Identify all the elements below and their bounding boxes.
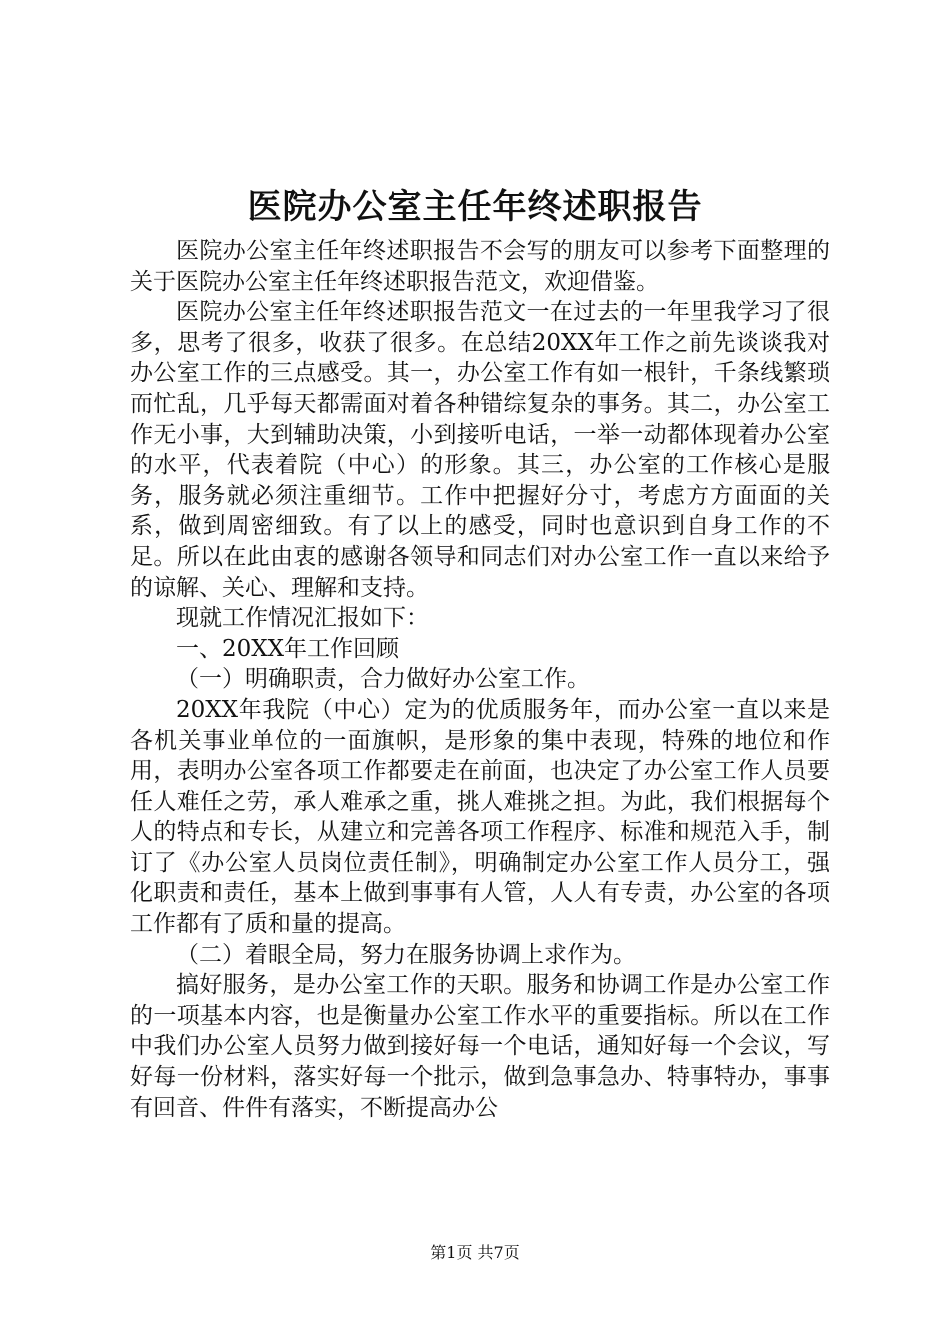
body-paragraph: 搞好服务，是办公室工作的天职。服务和协调工作是办公室工作的一项基本内容，也是衡量办公室工作水平的重要指标。所以在工作中我们办公室人员努力做到接好每一个电话，通知好每一个会议，写好每一份材料，落实好每一个批示，做到急事急办、特事特办，事事有回音、件件有落实，不断提高办公 bbox=[130, 972, 830, 1121]
body-paragraph: 医院办公室主任年终述职报告范文一在过去的一年里我学习了很多，思考了很多，收获了很多。在总结20XX年工作之前先谈谈我对办公室工作的三点感受。其一，办公室工作有如一根针，千条线繁琐而忙乱，几乎每天都需面对着各种错综复杂的事务。其二，办公室工作无小事，大到辅助决策，小到接听电话，一举一动都体现着办公室的水平，代表着院（中心）的形象。其三，办公室的工作核心是服务，服务就必须注重细节。工作中把握好分寸，考虑方方面面的关系，做到周密细致。有了以上的感受，同时也意识到自身工作的不足。所以在此由衷的感谢各领导和同志们对办公室工作一直以来给予的谅解、关心、理解和支持。 bbox=[130, 299, 830, 601]
subsection-heading: （一）明确职责，合力做好办公室工作。 bbox=[176, 666, 590, 693]
section-heading: 一、20XX年工作回顾 bbox=[176, 635, 400, 662]
subsection-heading: （二）着眼全局，努力在服务协调上求作为。 bbox=[176, 941, 636, 968]
body-paragraph: 20XX年我院（中心）定为的优质服务年，而办公室一直以来是各机关事业单位的一面旗帜，是形象的集中表现，特殊的地位和作用，表明办公室各项工作都要走在前面，也决定了办公室工作人员要任人难任之劳，承人难承之重，挑人难挑之担。为此，我们根据每个人的特点和专长，从建立和完善各项工作程序、标准和规范入手，制订了《办公室人员岗位责任制》，明确制定办公室工作人员分工，强化职责和责任，基本上做到事事有人管，人人有专责，办公室的各项工作都有了质和量的提高。 bbox=[130, 696, 830, 938]
report-lead-paragraph: 现就工作情况汇报如下： bbox=[176, 605, 429, 632]
intro-paragraph: 医院办公室主任年终述职报告不会写的朋友可以参考下面整理的关于医院办公室主任年终述职报告范文，欢迎借鉴。 bbox=[130, 238, 830, 295]
document-title: 医院办公室主任年终述职报告 bbox=[247, 187, 703, 227]
document-body bbox=[130, 236, 830, 1123]
page-number-footer: 第1页 共7页 bbox=[430, 1243, 520, 1262]
